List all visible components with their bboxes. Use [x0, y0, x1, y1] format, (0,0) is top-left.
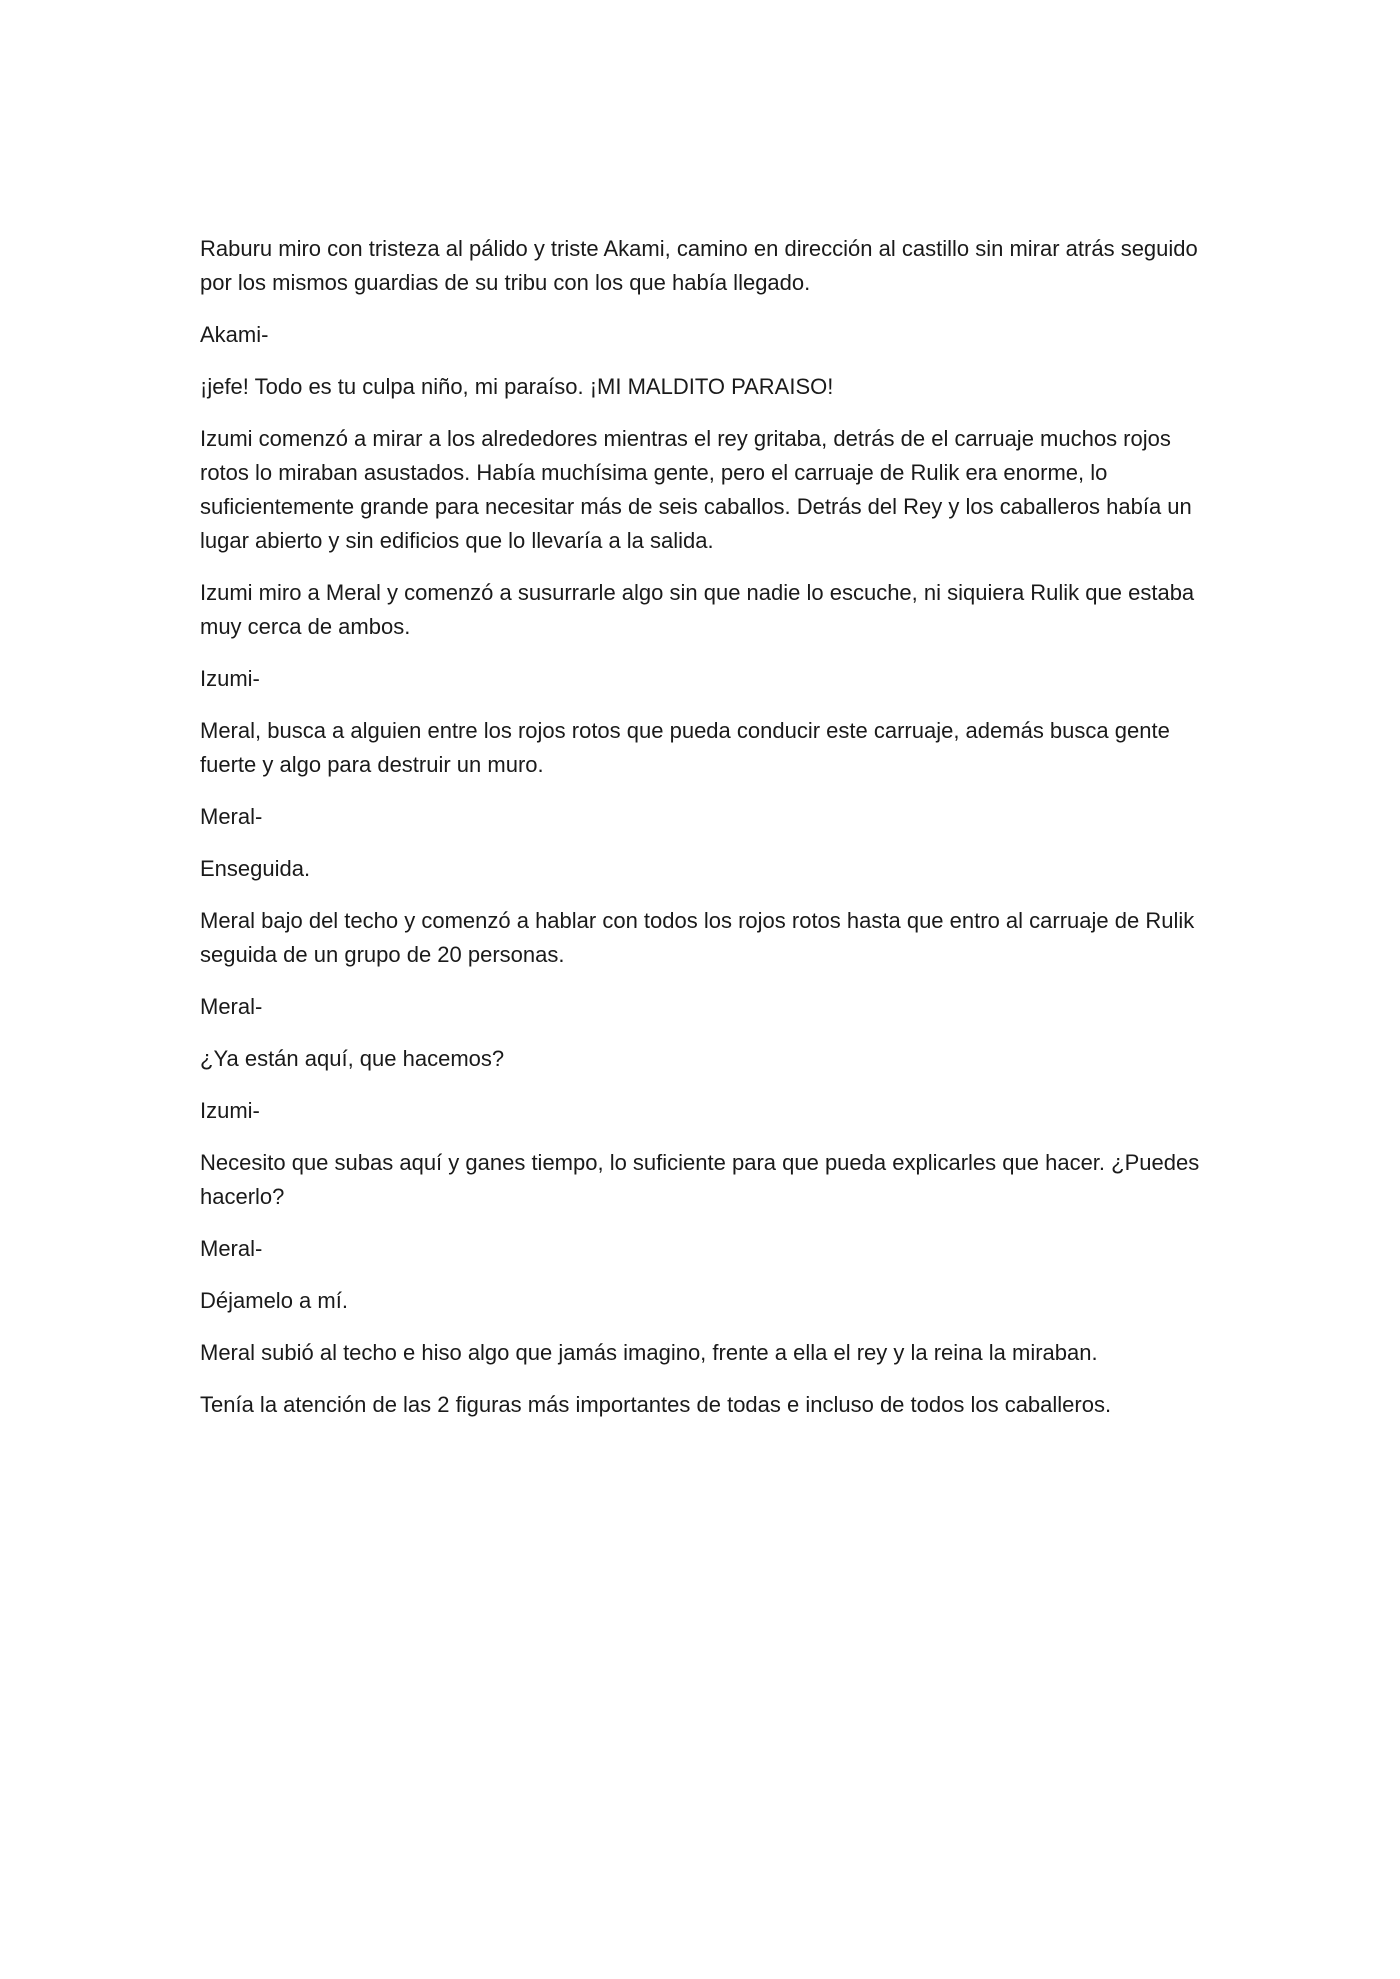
speaker-label: Izumi- — [200, 1098, 260, 1123]
paragraph: Raburu miro con tristeza al pálido y triste Akami, camino en dirección al castillo sin mirar atrás seguido por los mismos guardias de su tribu con los que había llegado. — [200, 236, 1198, 295]
speaker-label: Meral- — [200, 994, 263, 1019]
dialogue-line: ¡jefe! Todo es tu culpa niño, mi paraíso. ¡MI MALDITO PARAISO! — [200, 374, 834, 399]
paragraph: Tenía la atención de las 2 figuras más importantes de todas e incluso de todos los caballeros. — [200, 1392, 1112, 1417]
speaker-label: Meral- — [200, 804, 263, 829]
document-body — [200, 232, 1200, 1440]
speaker-label: Izumi- — [200, 666, 260, 691]
paragraph: Meral subió al techo e hiso algo que jamás imagino, frente a ella el rey y la reina la miraban. — [200, 1340, 1098, 1365]
dialogue-line: Déjamelo a mí. — [200, 1288, 348, 1313]
dialogue-line: ¿Ya están aquí, que hacemos? — [200, 1046, 505, 1071]
paragraph: Meral bajo del techo y comenzó a hablar con todos los rojos rotos hasta que entro al carruaje de Rulik seguida de un grupo de 20 personas. — [200, 908, 1195, 967]
paragraph: Izumi miro a Meral y comenzó a susurrarle algo sin que nadie lo escuche, ni siquiera Rulik que estaba muy cerca de ambos. — [200, 580, 1195, 639]
paragraph: Izumi comenzó a mirar a los alrededores mientras el rey gritaba, detrás de el carruaje muchos rojos rotos lo miraban asustados. Había muchísima gente, pero el carruaje de Rulik era enorme, lo suficientemente grande para necesitar más de seis caballos. Detrás del Rey y los caballeros había un lugar abierto y sin edificios que lo llevaría a la salida. — [200, 426, 1192, 553]
dialogue-line: Meral, busca a alguien entre los rojos rotos que pueda conducir este carruaje, además busca gente fuerte y algo para destruir un muro. — [200, 718, 1170, 777]
dialogue-line: Necesito que subas aquí y ganes tiempo, lo suficiente para que pueda explicarles que hacer. ¿Puedes hacerlo? — [200, 1150, 1200, 1209]
speaker-label: Akami- — [200, 322, 269, 347]
speaker-label: Meral- — [200, 1236, 263, 1261]
dialogue-line: Enseguida. — [200, 856, 311, 881]
